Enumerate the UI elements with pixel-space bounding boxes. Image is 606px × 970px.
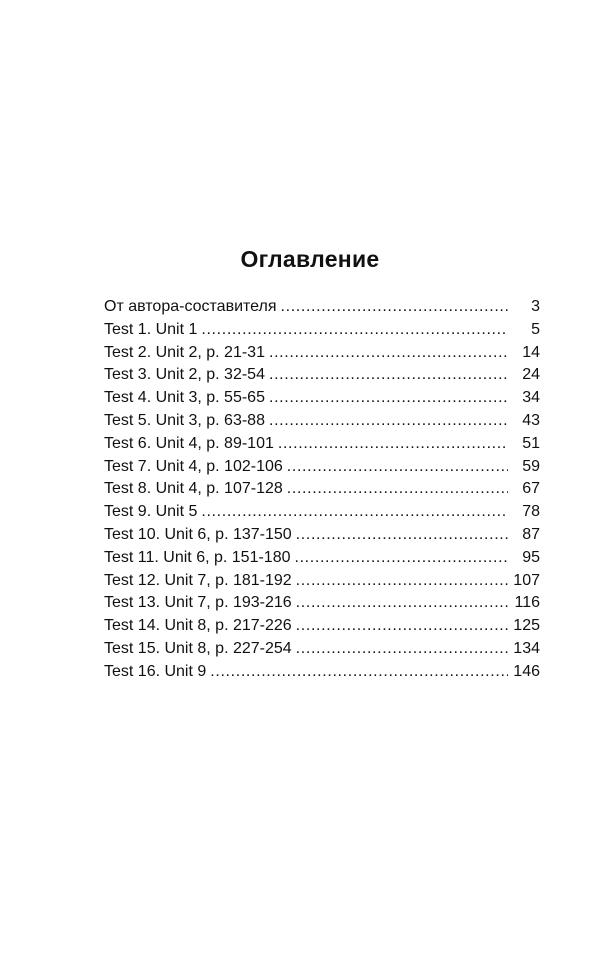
toc-entry-label: Test 15. Unit 8, p. 227-254 xyxy=(104,639,292,657)
dot-leader xyxy=(278,433,508,455)
dot-leader xyxy=(296,524,508,546)
toc-entry-label: Test 5. Unit 3, p. 63-88 xyxy=(104,411,265,429)
toc-entry-label: От автора-составителя xyxy=(104,298,277,315)
dot-leader xyxy=(296,615,508,637)
dot-leader xyxy=(269,410,508,432)
dot-leader xyxy=(210,661,508,683)
toc-entry-label: Test 14. Unit 8, p. 217-226 xyxy=(104,617,292,635)
toc-entry-label: Test 2. Unit 2, p. 21-31 xyxy=(104,343,265,361)
toc-entry-page-number: 43 xyxy=(522,411,540,429)
toc-entry-label: Test 9. Unit 5 xyxy=(104,503,198,521)
toc-entry-page-number: 34 xyxy=(522,389,540,407)
toc-entry xyxy=(104,342,540,365)
toc-entry xyxy=(104,410,540,433)
toc-entry-page-number: 67 xyxy=(522,480,540,498)
toc-entry xyxy=(104,387,540,410)
toc-entry-page-number: 24 xyxy=(522,366,540,384)
toc-entry-page-number: 125 xyxy=(513,617,540,635)
toc-entry-page-number: 146 xyxy=(513,662,540,680)
dot-leader xyxy=(269,387,508,409)
toc-entry xyxy=(104,547,540,570)
toc-entry xyxy=(104,524,540,547)
toc-entry-page-number: 107 xyxy=(513,571,540,589)
toc-entry xyxy=(104,638,540,661)
toc-entry xyxy=(104,615,540,638)
dot-leader xyxy=(287,478,508,500)
toc-entry-label: Test 6. Unit 4, p. 89-101 xyxy=(104,434,274,452)
toc-entry-label: Test 16. Unit 9 xyxy=(104,662,207,680)
dot-leader xyxy=(201,319,508,341)
dot-leader xyxy=(296,592,508,614)
toc-entry xyxy=(104,592,540,615)
toc-entry-page-number: 59 xyxy=(522,457,540,475)
toc-entry-label: Test 4. Unit 3, p. 55-65 xyxy=(104,389,265,407)
toc-entry-page-number: 116 xyxy=(514,594,540,612)
dot-leader xyxy=(201,501,508,523)
toc-entry xyxy=(104,456,540,479)
page-title: Оглавление xyxy=(240,246,380,272)
toc-entry-label: Test 3. Unit 2, p. 32-54 xyxy=(104,366,265,384)
toc-entry xyxy=(104,433,540,456)
toc-entry-page-number: 3 xyxy=(531,298,540,315)
dot-leader xyxy=(296,638,508,660)
toc-entry-page-number: 5 xyxy=(531,320,540,338)
toc-entry-page-number: 78 xyxy=(522,503,540,521)
toc-entry-label: Test 8. Unit 4, p. 107-128 xyxy=(104,480,283,498)
dot-leader xyxy=(296,570,508,592)
toc-entry-page-number: 87 xyxy=(522,525,540,543)
toc-entry-label: Test 7. Unit 4, p. 102-106 xyxy=(104,457,283,475)
toc-entry-page-number: 134 xyxy=(513,639,540,657)
toc-entry-page-number: 14 xyxy=(522,343,540,361)
toc-entry xyxy=(104,501,540,524)
toc-entry xyxy=(104,570,540,593)
dot-leader xyxy=(294,547,508,569)
toc-entry xyxy=(104,661,540,684)
toc-entry-label: Test 11. Unit 6, p. 151-180 xyxy=(104,548,291,566)
toc-entry xyxy=(104,478,540,501)
toc-entry xyxy=(104,319,540,342)
dot-leader xyxy=(269,342,508,364)
toc-entry xyxy=(104,364,540,387)
toc-entry-page-number: 51 xyxy=(522,434,540,452)
dot-leader xyxy=(287,456,508,478)
toc-entry-page-number: 95 xyxy=(522,548,540,566)
toc-entry-label: Test 1. Unit 1 xyxy=(104,320,198,338)
toc-entry-label: Test 13. Unit 7, p. 193-216 xyxy=(104,594,292,612)
toc-entry-label: Test 10. Unit 6, p. 137-150 xyxy=(104,525,292,543)
toc-entry xyxy=(104,296,540,319)
dot-leader xyxy=(269,364,508,386)
toc-entry-label: Test 12. Unit 7, p. 181-192 xyxy=(104,571,292,589)
dot-leader xyxy=(281,296,508,318)
table-of-contents xyxy=(104,296,540,684)
